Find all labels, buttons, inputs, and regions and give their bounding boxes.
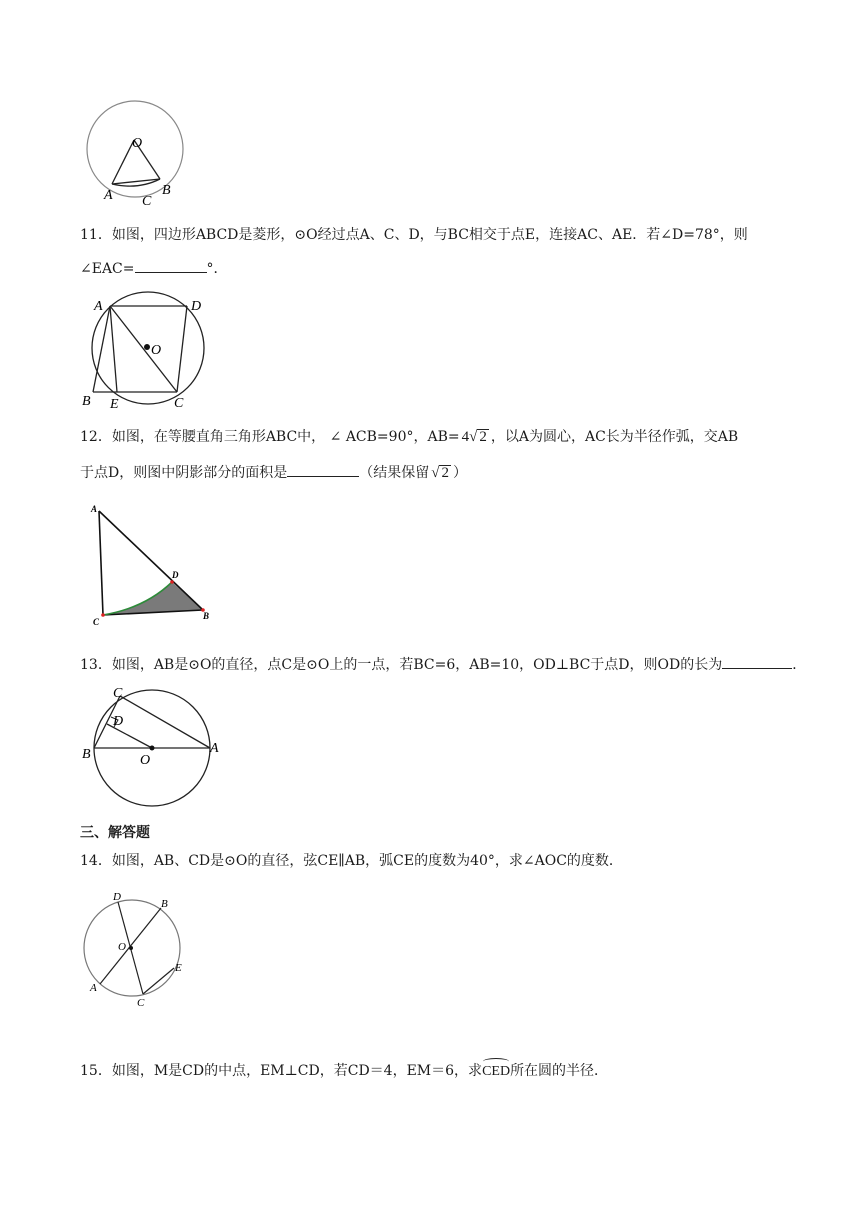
label-A: A xyxy=(94,299,103,314)
figure-q11 xyxy=(80,292,220,412)
figure-q12 xyxy=(85,500,215,630)
question-11-line2: ∠EAC= °． xyxy=(80,258,228,278)
label-O: O xyxy=(132,136,143,151)
label-A: A xyxy=(104,188,113,203)
label-E: E xyxy=(110,397,119,412)
label-C: C xyxy=(174,396,184,411)
figure-q13 xyxy=(80,684,230,814)
keep-sqrt: √ 2 xyxy=(431,465,449,481)
answer-blank[interactable] xyxy=(722,654,792,669)
section-heading: 三、解答题 xyxy=(80,825,150,841)
label-D: D xyxy=(191,299,202,314)
answer-blank[interactable] xyxy=(135,258,207,273)
question-12-line2: 于点D，则图中阴影部分的面积是 （结果保留 √ 2 ） xyxy=(80,462,467,482)
label-C: C xyxy=(142,194,152,209)
label-B: B xyxy=(162,183,171,198)
ab-value: 4√ 2 xyxy=(461,429,487,445)
label-D: D xyxy=(113,714,124,729)
figure-q10 xyxy=(80,92,190,212)
label-B: B xyxy=(82,394,91,409)
question-15: 15．如图，M是CD的中点，EM⊥CD，若CD＝4，EM＝6，求CED所在圆的半径． xyxy=(80,1060,608,1081)
label-C: C xyxy=(113,686,123,701)
question-11-line1: 11．如图，四边形ABCD是菱形，⊙O经过点A、C、D，与BC相交于点E，连接AC、AE．若∠D=78°，则 xyxy=(80,227,748,243)
answer-blank[interactable] xyxy=(287,462,359,477)
label-A: A xyxy=(91,504,98,514)
label-D: D xyxy=(172,570,179,580)
label-A: A xyxy=(90,982,97,994)
label-D: D xyxy=(113,891,121,903)
question-13: 13．如图，AB是⊙O的直径，点C是⊙O上的一点，若BC=6，AB=10，OD⊥BC于点D，则OD的长为 ． xyxy=(80,654,806,674)
question-14: 14．如图，AB、CD是⊙O的直径，弦CE∥AB，弧CE的度数为40°，求∠AOC的度数． xyxy=(80,853,623,869)
question-12-line1: 12．如图，在等腰直角三角形ABC中， ∠ ACB=90°，AB= 4√ 2 ，以A为圆心，AC长为半径作弧，交AB xyxy=(80,429,739,445)
label-O: O xyxy=(151,343,162,358)
label-E: E xyxy=(175,962,182,974)
label-C: C xyxy=(93,617,100,627)
label-B: B xyxy=(161,898,168,910)
label-B: B xyxy=(203,611,210,621)
label-O: O xyxy=(140,753,151,768)
label-A: A xyxy=(210,741,219,756)
label-B: B xyxy=(82,747,91,762)
label-O: O xyxy=(118,941,126,953)
label-C: C xyxy=(137,997,145,1009)
arc-ced: CED xyxy=(482,1060,510,1081)
figure-q14 xyxy=(80,888,200,1013)
